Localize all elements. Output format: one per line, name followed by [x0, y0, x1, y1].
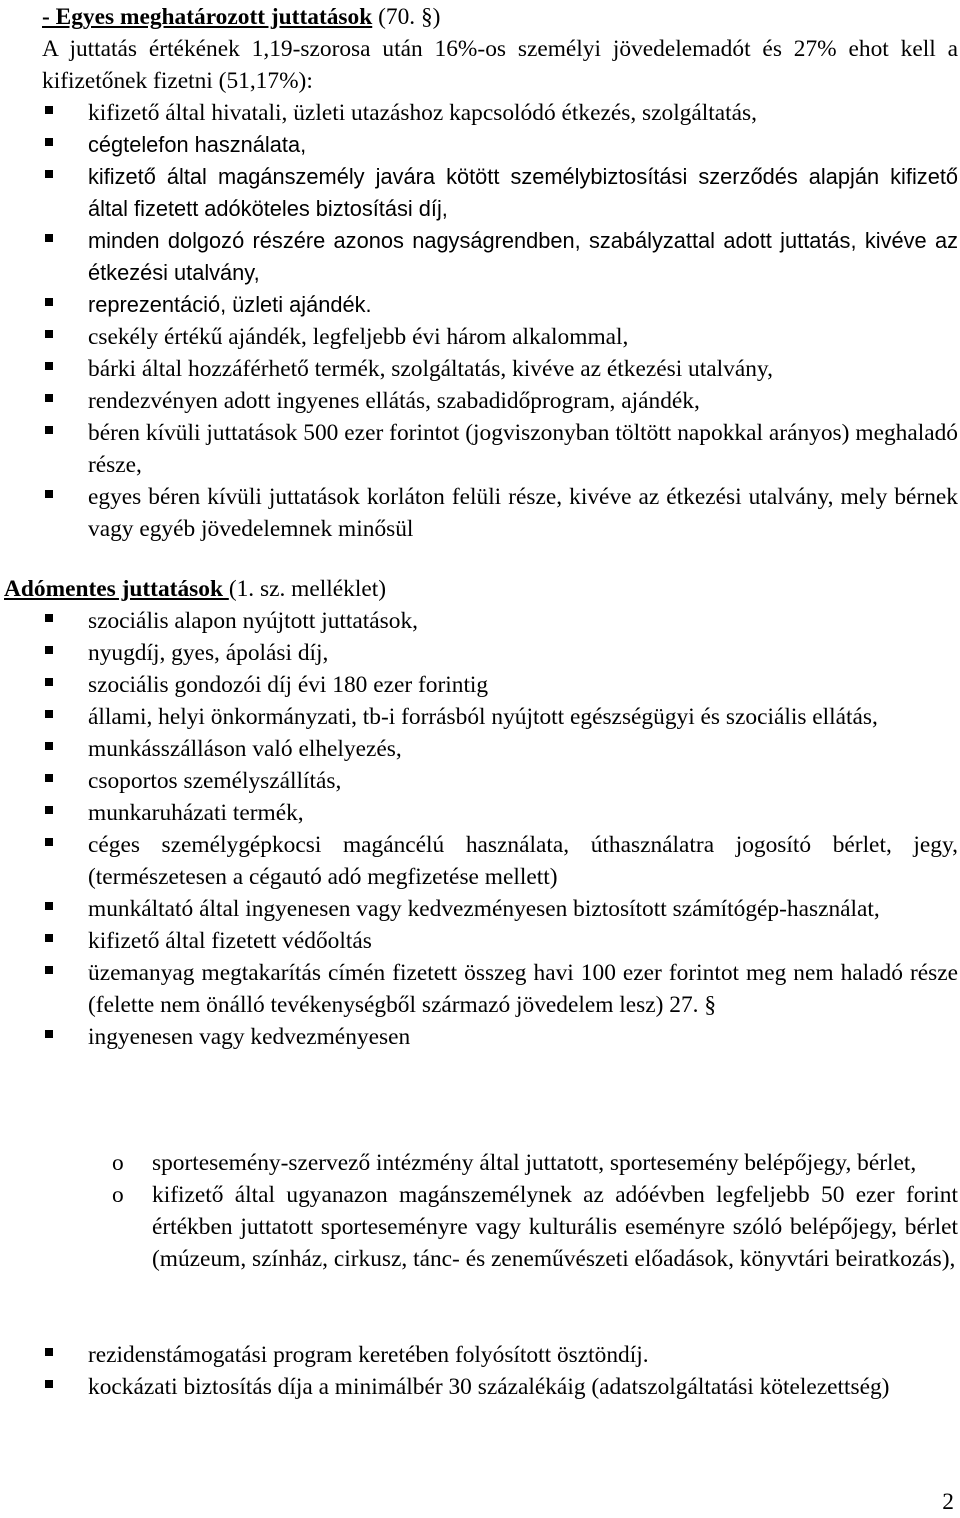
bullet-list-3 [42, 1339, 958, 1403]
list-item: kifizető által hivatali, üzleti utazáshoz kapcsolódó étkezés, szolgáltatás, [42, 97, 958, 129]
intro-paragraph: A juttatás értékének 1,19-szorosa után 16%-os személyi jövedelemadót és 27% ehot kell a kifizetőnek fizetni (51,17%): [42, 36, 958, 94]
list-item: állami, helyi önkormányzati, tb-i forrásból nyújtott egészségügyi és szociális ellátás, [42, 701, 958, 733]
list-item: cégtelefon használata, [42, 129, 958, 161]
list-item: nyugdíj, gyes, ápolási díj, [42, 637, 958, 669]
list-item: munkáltató által ingyenesen vagy kedvezményesen biztosított számítógép-használat, [42, 893, 958, 925]
sub-list-item: o kifizető által ugyanazon magánszemélynek az adóévben legfeljebb 50 ezer forint értékben juttatott sporteseményre vagy kulturális eseményre szóló belépőjegy, bérlet (múzeum, színház, cirkusz, tánc- és zeneművészeti előadások, könyvtári beiratkozás), [42, 1179, 958, 1275]
section-ref-2: (1. sz. melléklet) [228, 576, 386, 602]
list-item: csekély értékű ajándék, legfeljebb évi három alkalommal, [42, 321, 958, 353]
section-ref-1: (70. §) [372, 4, 441, 30]
list-item: munkaruházati termék, [42, 797, 958, 829]
list-item: béren kívüli juttatások 500 ezer forintot (jogviszonyban töltött napokkal arányos) meghaladó része, [42, 417, 958, 481]
list-item: egyes béren kívüli juttatások korláton felüli része, kivéve az étkezési utalvány, mely bérnek vagy egyéb jövedelemnek minősül [42, 481, 958, 545]
section-heading-1 [42, 1, 440, 33]
list-item: bárki által hozzáférhető termék, szolgáltatás, kivéve az étkezési utalvány, [42, 353, 958, 385]
list-item: minden dolgozó részére azonos nagyságrendben, szabályzattal adott juttatás, kivéve az étkezési utalvány, [42, 225, 958, 289]
section-heading-2 [4, 573, 386, 605]
section-title-1: - Egyes meghatározott juttatások [42, 4, 373, 30]
bullet-list-2 [42, 605, 958, 1053]
list-item: céges személygépkocsi magáncélú használata, úthasználatra jogosító bérlet, jegy, (természetesen a cégautó adó megfizetése mellett) [42, 829, 958, 893]
list-item [42, 1021, 958, 1053]
list-item-text: ingyenesen vagy kedvezményesen [88, 1024, 411, 1050]
list-item: kockázati biztosítás díja a minimálbér 30 százalékáig (adatszolgáltatási kötelezettség) [42, 1371, 958, 1403]
list-item: rendezvényen adott ingyenes ellátás, szabadidőprogram, ajándék, [42, 385, 958, 417]
list-item: reprezentáció, üzleti ajándék. [42, 289, 958, 321]
list-item: szociális gondozói díj évi 180 ezer forintig [42, 669, 958, 701]
list-item: csoportos személyszállítás, [42, 765, 958, 797]
list-item: munkásszálláson való elhelyezés, [42, 733, 958, 765]
bullet-list-1 [42, 97, 958, 545]
list-item: szociális alapon nyújtott juttatások, [42, 605, 958, 637]
page-number: 2 [942, 1489, 954, 1515]
list-item: kifizető által magánszemély javára kötött személybiztosítási szerződés alapján kifizető által fizetett adóköteles biztosítási díj, [42, 161, 958, 225]
sub-list [42, 1147, 958, 1275]
sub-list-item: o sportesemény-szervező intézmény által juttatott, sportesemény belépőjegy, bérlet, [42, 1147, 958, 1179]
list-item: üzemanyag megtakarítás címén fizetett összeg havi 100 ezer forintot meg nem haladó része (felette nem önálló tevékenységből származó jövedelem lesz) 27. § [42, 957, 958, 1021]
list-item: rezidenstámogatási program keretében folyósított ösztöndíj. [42, 1339, 958, 1371]
section-title-2: Adómentes juttatások [4, 576, 229, 602]
list-item: kifizető által fizetett védőoltás [42, 925, 958, 957]
